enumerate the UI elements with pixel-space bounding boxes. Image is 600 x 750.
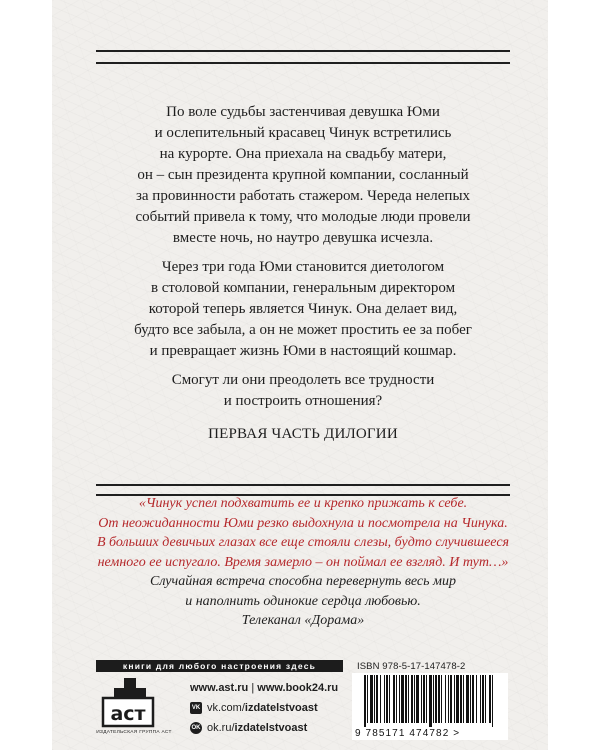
vk-link-prefix: vk.com/ xyxy=(207,702,245,714)
barcode-bar xyxy=(482,675,484,723)
blurb-line: Смогут ли они преодолеть все трудности xyxy=(171,372,435,388)
blurb-paragraph-2 xyxy=(105,257,501,362)
barcode-bar xyxy=(433,675,434,723)
barcode-bar xyxy=(401,675,404,723)
barcode-bar xyxy=(396,675,397,723)
top-rule-lower xyxy=(96,62,510,64)
barcode-bar xyxy=(485,675,486,723)
quote-line: немного ее испугало. Время замерло – он поймал ее взгляд. И тут…» xyxy=(97,554,509,570)
barcode-bar xyxy=(445,675,446,723)
barcode-bar xyxy=(393,675,395,723)
ok-link-handle[interactable]: izdatelstvoast xyxy=(234,722,308,734)
blurb-line: и ослепительный красавец Чинук встретились xyxy=(154,125,452,141)
barcode-bar xyxy=(448,675,449,723)
barcode-bar xyxy=(376,675,378,723)
ast-logo-icon xyxy=(97,676,167,734)
barcode-bar xyxy=(480,675,481,723)
tagline-line: Случайная встреча способна перевернуть весь мир xyxy=(150,574,456,589)
barcode-bar xyxy=(429,675,432,727)
quote-line: В больших девичьих глазах все еще стояли слезы, будто случившееся xyxy=(96,535,510,550)
blurb-line: событий привела к тому, что молодые люди провели xyxy=(135,209,471,225)
barcode-bar xyxy=(450,675,452,723)
blurb-line: и построить отношения? xyxy=(223,393,383,409)
barcode-bar xyxy=(460,675,462,723)
site-link-ast[interactable]: www.ast.ru xyxy=(190,682,249,694)
barcode-bar xyxy=(380,675,381,723)
barcode-digits: 9 785171 474782 > xyxy=(355,728,461,739)
blurb-line: он – сын президента крупной компании, сосланный xyxy=(137,167,469,183)
barcode-bar xyxy=(405,675,407,723)
barcode-bar xyxy=(463,675,464,723)
barcode-bar xyxy=(489,675,491,723)
quote-source: Телеканал «Дорама» xyxy=(241,613,365,628)
link-separator: | xyxy=(248,682,258,694)
barcode-bar xyxy=(456,675,459,723)
vk-icon: VK xyxy=(190,702,202,714)
barcode-bar xyxy=(492,675,493,727)
websites-row xyxy=(190,678,360,698)
barcode-bar xyxy=(454,675,455,723)
barcode-bar xyxy=(370,675,373,723)
barcode-bar xyxy=(421,675,422,723)
quote-line: От неожиданности Юми резко выдохнула и посмотрела на Чинука. xyxy=(98,515,508,531)
barcode-bar xyxy=(364,675,366,727)
barcode-bar xyxy=(466,675,469,723)
barcode-bar xyxy=(472,675,474,723)
barcode-bar xyxy=(438,675,440,723)
barcode-bar xyxy=(435,675,437,723)
barcode-bar xyxy=(367,675,368,723)
blurb-paragraph-3 xyxy=(105,370,501,412)
blurb-line: Через три года Юми становится диетологом xyxy=(161,259,445,275)
barcode-bar xyxy=(411,675,413,723)
blurb-line: По воле судьбы застенчивая девушка Юми xyxy=(166,104,440,120)
barcode-bar xyxy=(374,675,375,723)
blurb-line: и превращает жизнь Юми в настоящий кошмар. xyxy=(149,343,457,359)
barcode-bar xyxy=(414,675,415,723)
barcode-bar xyxy=(470,675,471,723)
logo-text: аст xyxy=(110,703,146,725)
barcode-bar xyxy=(386,675,388,723)
barcode xyxy=(352,673,508,740)
quote-line: «Чинук успел подхватить ее и крепко прижать к себе. xyxy=(138,496,468,511)
barcode-bar xyxy=(476,675,477,723)
ok-row[interactable] xyxy=(190,718,360,738)
barcode-bars-icon xyxy=(364,675,496,729)
dilogy-label: ПЕРВАЯ ЧАСТЬ ДИЛОГИИ xyxy=(208,426,398,442)
blurb xyxy=(105,102,501,453)
barcode-bar xyxy=(441,675,442,723)
blurb-line: вместе ночь, но наутро девушка исчезла. xyxy=(172,230,434,246)
barcode-bar xyxy=(408,675,409,723)
blurb-line: в столовой компании, генеральным директором xyxy=(150,280,456,296)
blurb-line: будто все забыла, а он не может простить ее за побег xyxy=(134,322,472,338)
publisher-links xyxy=(190,678,360,738)
vk-link-handle[interactable]: izdatelstvoast xyxy=(244,702,318,714)
blurb-line: на курорте. Она приехала на свадьбу матери, xyxy=(159,146,447,162)
isbn-number: ISBN 978-5-17-147478-2 xyxy=(357,661,466,672)
ok-icon: OK xyxy=(190,722,202,734)
top-rule-upper xyxy=(96,50,510,52)
excerpt-quote xyxy=(80,494,526,631)
tagline-line: и наполнить одинокие сердца любовью. xyxy=(185,593,421,609)
barcode-bar xyxy=(389,675,390,723)
site-link-book24[interactable]: www.book24.ru xyxy=(257,682,339,694)
logo-caption: ИЗДАТЕЛЬСКАЯ ГРУППА АСТ xyxy=(96,730,172,735)
vk-row[interactable] xyxy=(190,698,360,718)
mid-rule-upper xyxy=(96,484,510,486)
blurb-line: за провинности работать стажером. Череда нелепых xyxy=(135,188,471,204)
barcode-bar xyxy=(423,675,425,723)
barcode-bar xyxy=(384,675,385,723)
barcode-bar xyxy=(399,675,400,723)
blurb-paragraph-1 xyxy=(105,102,501,249)
blurb-line: которой теперь является Чинук. Она делает вид, xyxy=(148,301,458,317)
barcode-bar xyxy=(426,675,427,723)
ok-link-prefix: ok.ru/ xyxy=(207,722,235,734)
barcode-bar xyxy=(416,675,419,723)
series-slogan-bar: книги для любого настроения здесь xyxy=(96,660,343,672)
